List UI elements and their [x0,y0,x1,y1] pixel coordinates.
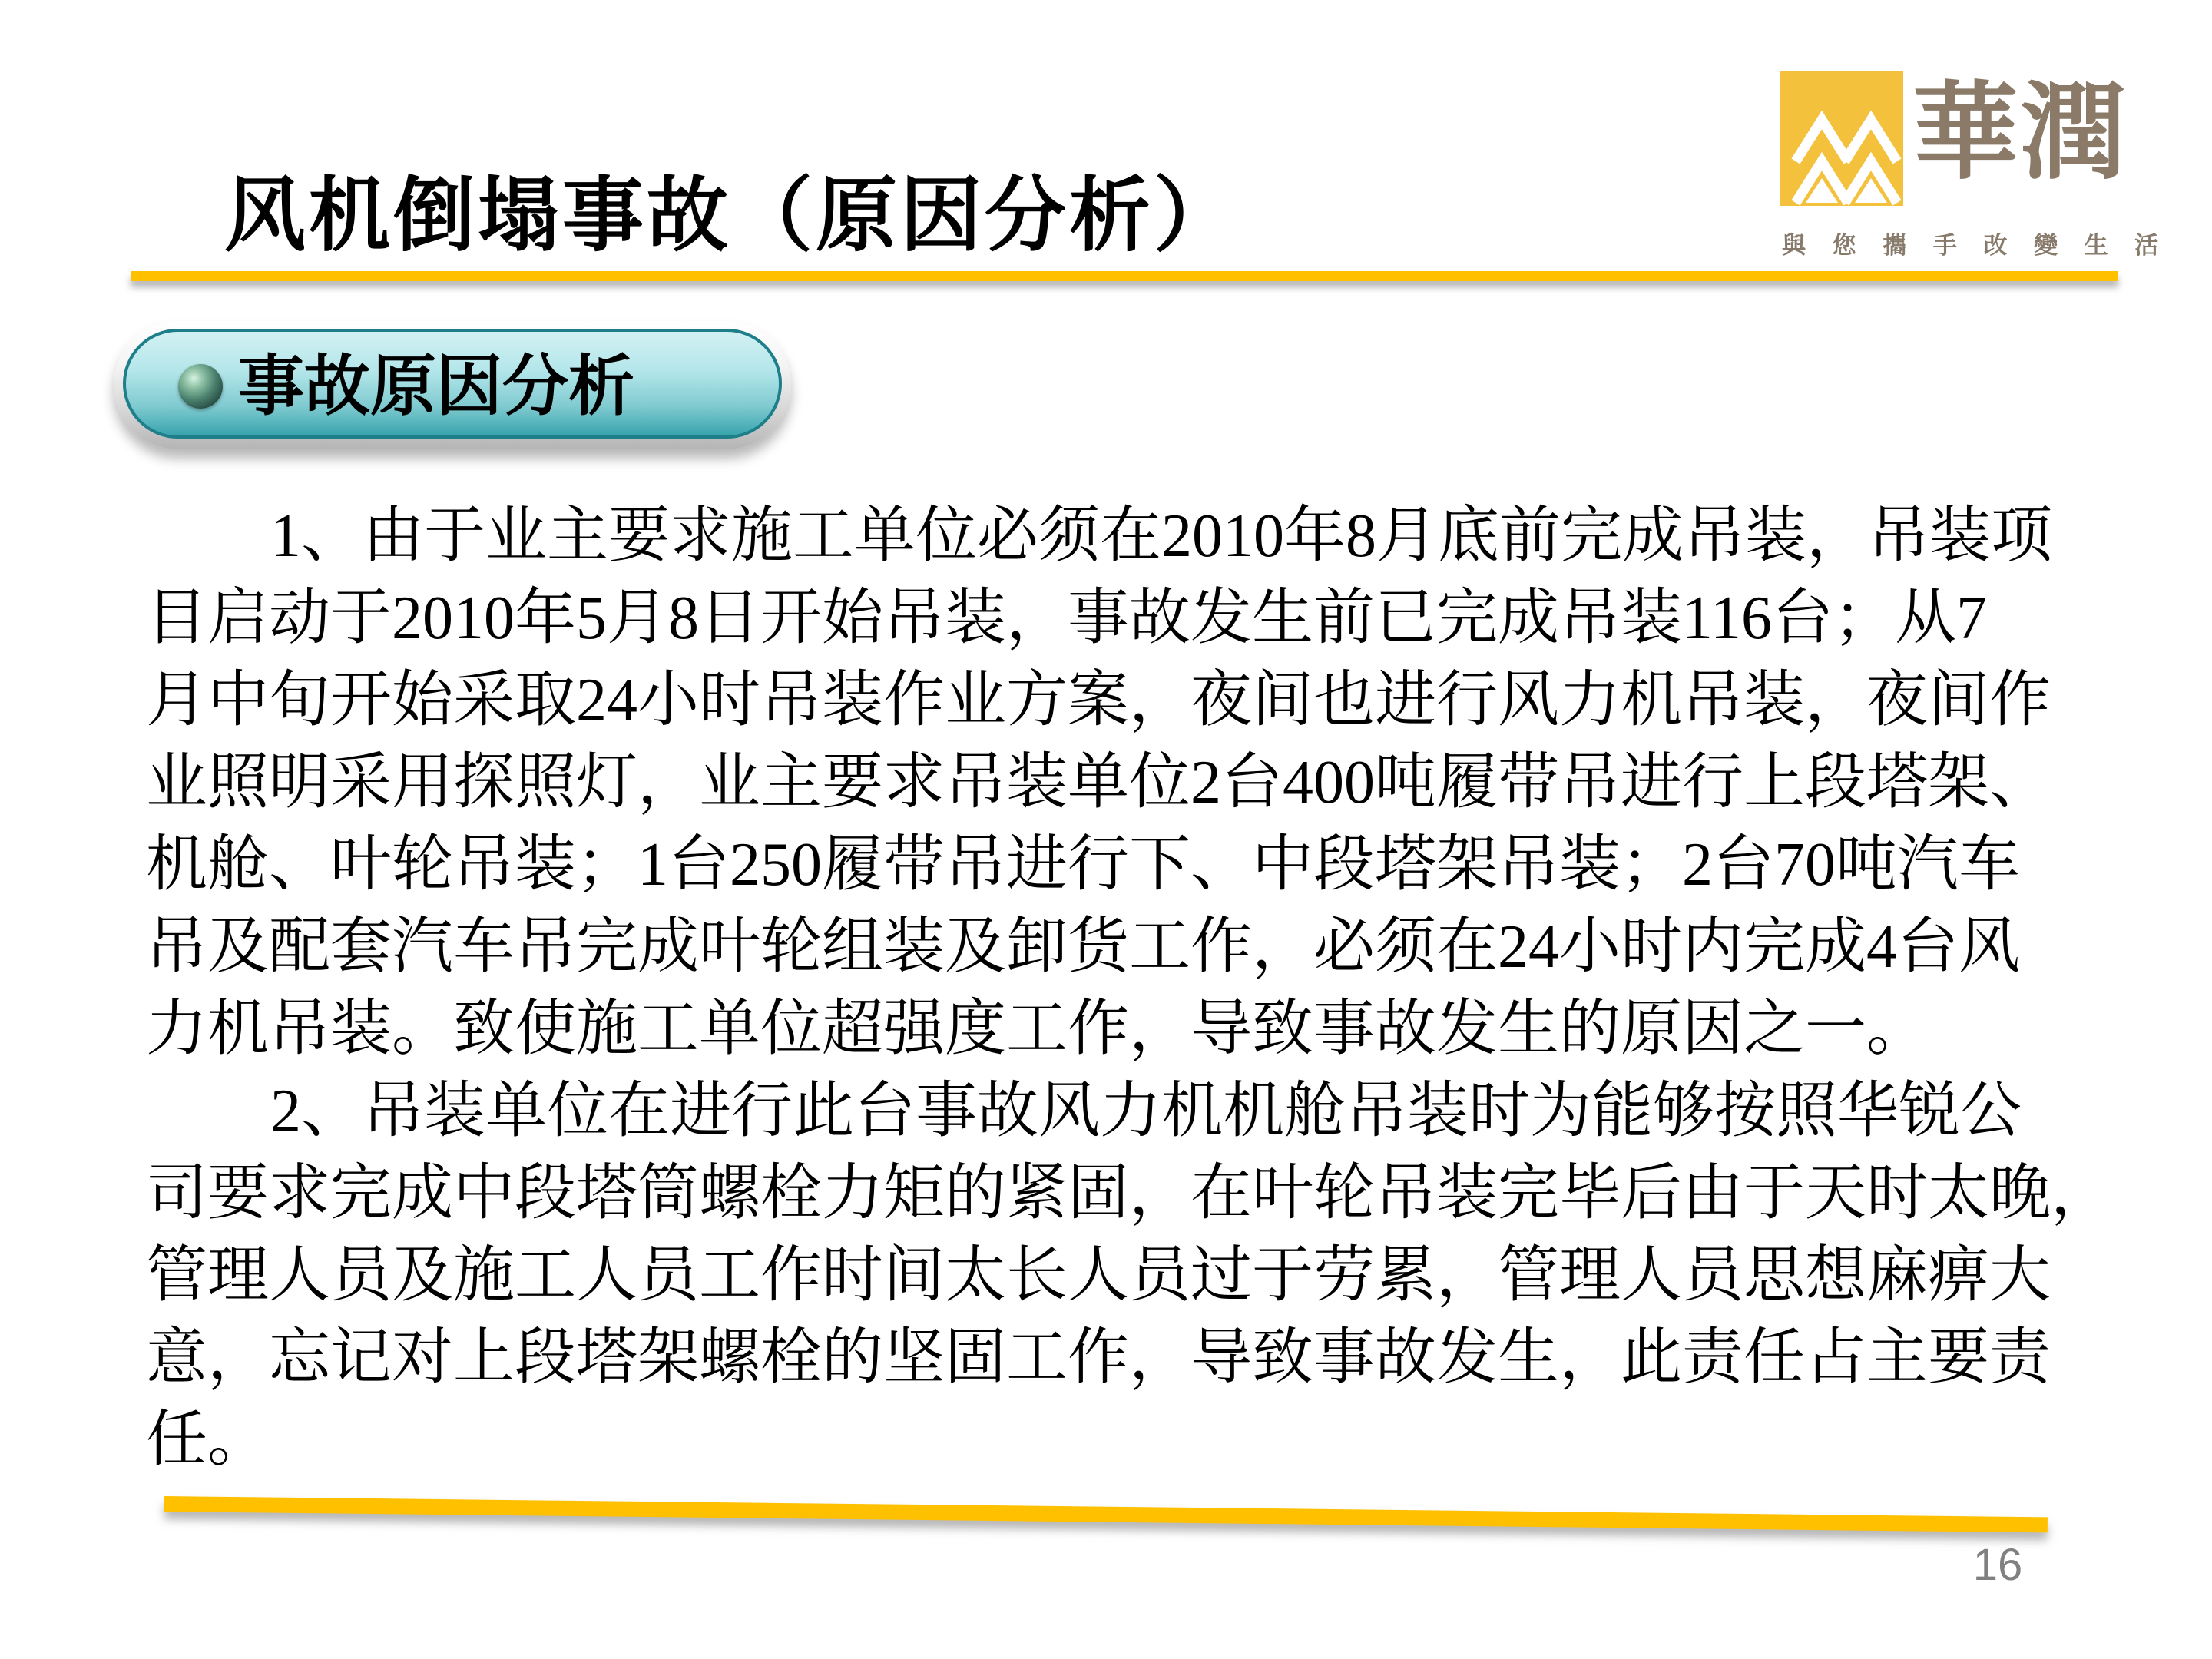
body-line: 2、吊装单位在进行此台事故风力机机舱吊装时为能够按照华锐公 [270,1078,2022,1145]
company-logo [1780,69,2169,261]
body-line: 司要求完成中段塔筒螺栓力矩的紧固，在叶轮吊装完毕后由于天时太晚， [146,1160,2112,1227]
section-badge-inner [123,329,782,439]
body-line: 机舱、叶轮吊装；1台250履带吊进行下、中段塔架吊装；2台70吨汽车 [146,831,2020,899]
section-badge-label: 事故原因分析 [238,349,634,423]
mountain-logo-icon [1780,71,1903,206]
paragraph [146,495,2128,1071]
sphere-bullet-icon [178,364,223,409]
logo-brand-name: 華潤 [1912,75,2128,192]
body-line: 力机吊装。致使施工单位超强度工作，导致事故发生的原因之一。 [146,995,1928,1063]
paragraph [146,1071,2128,1482]
body-line: 业照明采用探照灯，业主要求吊装单位2台400吨履带吊进行上段塔架、 [146,749,2051,816]
body-line: 月中旬开始采取24小时吊装作业方案，夜间也进行风力机吊装，夜间作 [146,667,2051,734]
body-line: 吊及配套汽车吊完成叶轮组装及卸货工作，必须在24小时内完成4台风 [146,913,2020,981]
title-underline-rule [131,271,2118,281]
body-line: 意，忘记对上段塔架螺栓的坚固工作，导致事故发生，此责任占主要责 [146,1324,2051,1392]
body-line: 管理人员及施工人员工作时间太长人员过于劳累，管理人员思想麻痹大 [146,1242,2051,1310]
body-line: 任。 [146,1406,269,1474]
page-number: 16 [1972,1540,2023,1590]
footer-rule [164,1496,2048,1532]
body-line: 目启动于2010年5月8日开始吊装，事故发生前已完成吊装116台；从7 [146,584,1988,652]
body-text [146,495,2128,1482]
logo-tagline: 與 您 攜 手 改 變 生 活 [1782,232,2169,259]
body-line: 1、由于业主要求施工单位必须在2010年8月底前完成吊装，吊装项 [270,502,2052,570]
page-title: 风机倒塌事故（原因分析） [224,171,1238,261]
section-badge [114,321,791,449]
